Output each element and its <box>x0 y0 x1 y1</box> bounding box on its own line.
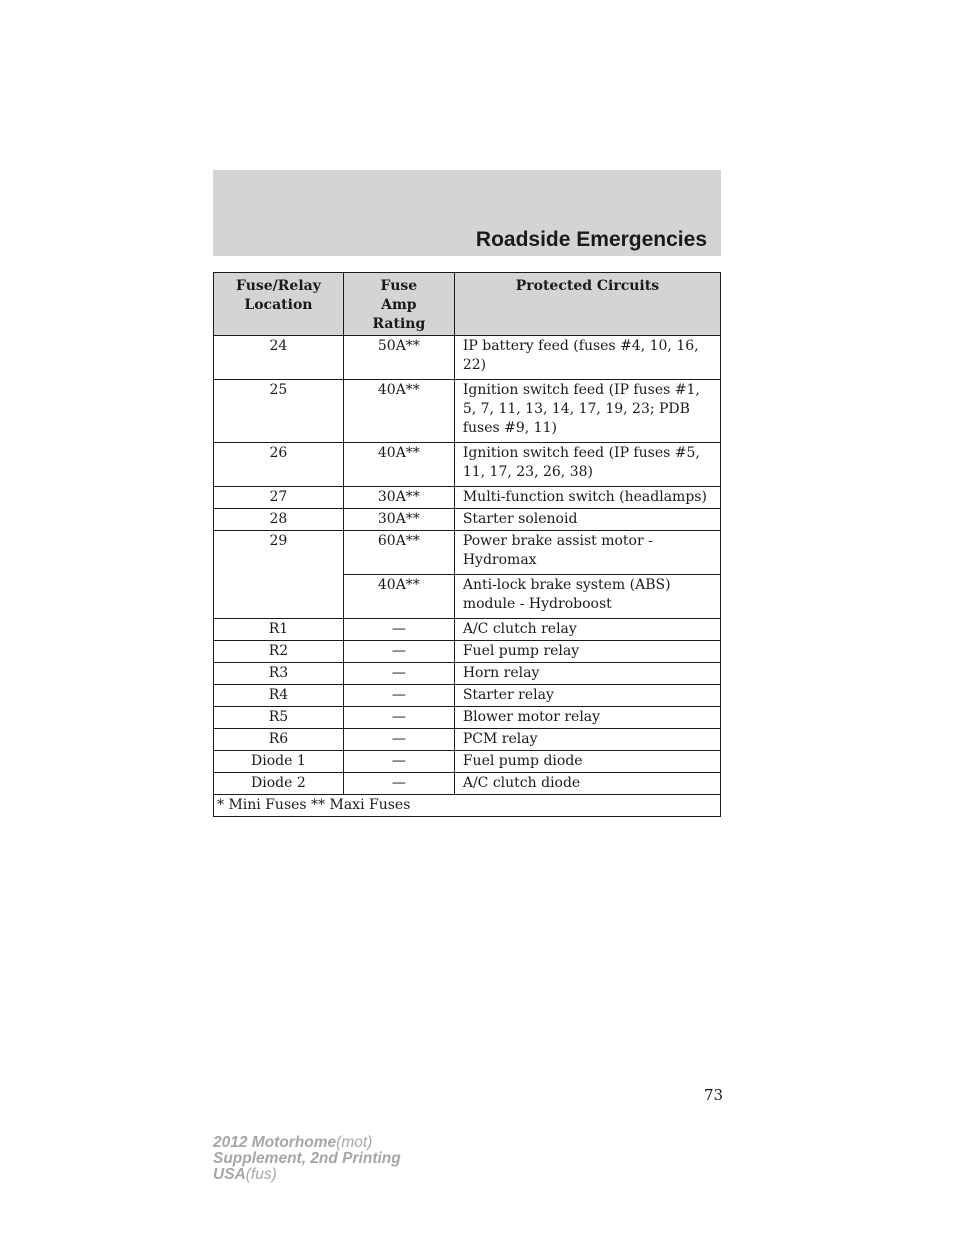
cell-circuits: A/C clutch relay <box>454 619 720 641</box>
table-row <box>214 487 721 509</box>
cell-location: 26 <box>214 443 344 487</box>
table-footnote: * Mini Fuses ** Maxi Fuses <box>214 795 721 817</box>
cell-location: R2 <box>214 641 344 663</box>
cell-circuits: Power brake assist motor - Hydromax <box>454 531 720 575</box>
cell-location: 27 <box>214 487 344 509</box>
cell-location: R6 <box>214 729 344 751</box>
cell-amp: — <box>343 751 454 773</box>
cell-circuits: PCM relay <box>454 729 720 751</box>
cell-amp: — <box>343 707 454 729</box>
cell-circuits: Fuel pump diode <box>454 751 720 773</box>
table-row <box>214 751 721 773</box>
footer-market-code: (fus) <box>245 1166 277 1183</box>
table-row <box>214 641 721 663</box>
cell-circuits: IP battery feed (fuses #4, 10, 16, 22) <box>454 336 720 380</box>
table-footnote-row <box>214 795 721 817</box>
cell-amp: 40A** <box>343 575 454 619</box>
cell-location: 29 <box>214 531 344 619</box>
footer-model: 2012 Motorhome <box>213 1134 337 1151</box>
footer-line-1 <box>213 1135 401 1151</box>
cell-location: Diode 1 <box>214 751 344 773</box>
footer-line-2: Supplement, 2nd Printing <box>213 1150 401 1167</box>
fuse-table <box>213 272 721 817</box>
cell-amp: — <box>343 663 454 685</box>
cell-circuits: Horn relay <box>454 663 720 685</box>
cell-amp: — <box>343 729 454 751</box>
table-row <box>214 729 721 751</box>
table-row <box>214 663 721 685</box>
table-row <box>214 773 721 795</box>
cell-amp: — <box>343 619 454 641</box>
cell-amp: 30A** <box>343 487 454 509</box>
cell-circuits: Ignition switch feed (IP fuses #5, 11, 17, 23, 26, 38) <box>454 443 720 487</box>
cell-amp: — <box>343 773 454 795</box>
section-header <box>213 170 721 256</box>
cell-location: R3 <box>214 663 344 685</box>
table-header-row <box>214 273 721 336</box>
table-row <box>214 509 721 531</box>
table-row <box>214 380 721 443</box>
cell-amp: 50A** <box>343 336 454 380</box>
cell-location: 25 <box>214 380 344 443</box>
table-row <box>214 531 721 575</box>
cell-amp: 40A** <box>343 380 454 443</box>
cell-circuits: Ignition switch feed (IP fuses #1, 5, 7, 11, 13, 14, 17, 19, 23; PDB fuses #9, 11) <box>454 380 720 443</box>
document-footer <box>213 1135 401 1183</box>
cell-circuits: Multi-function switch (headlamps) <box>454 487 720 509</box>
footer-market: USA <box>213 1166 246 1183</box>
table-row <box>214 685 721 707</box>
cell-location: Diode 2 <box>214 773 344 795</box>
cell-circuits: Fuel pump relay <box>454 641 720 663</box>
header-location: Fuse/Relay Location <box>214 273 344 336</box>
table-row <box>214 336 721 380</box>
cell-circuits: Anti-lock brake system (ABS) module - Hydroboost <box>454 575 720 619</box>
cell-circuits: Blower motor relay <box>454 707 720 729</box>
cell-location: 24 <box>214 336 344 380</box>
cell-location: R1 <box>214 619 344 641</box>
cell-amp: 60A** <box>343 531 454 575</box>
cell-amp: 30A** <box>343 509 454 531</box>
cell-amp: — <box>343 685 454 707</box>
table-row <box>214 619 721 641</box>
page-number: 73 <box>704 1086 724 1104</box>
table-row <box>214 443 721 487</box>
cell-circuits: Starter relay <box>454 685 720 707</box>
footer-line-3 <box>213 1167 401 1183</box>
cell-amp: 40A** <box>343 443 454 487</box>
cell-circuits: A/C clutch diode <box>454 773 720 795</box>
section-title: Roadside Emergencies <box>475 228 707 251</box>
header-amp: Fuse Amp Rating <box>343 273 454 336</box>
header-circuits: Protected Circuits <box>454 273 720 336</box>
cell-amp: — <box>343 641 454 663</box>
cell-location: R5 <box>214 707 344 729</box>
footer-model-code: (mot) <box>336 1134 373 1151</box>
cell-location: 28 <box>214 509 344 531</box>
cell-circuits: Starter solenoid <box>454 509 720 531</box>
table-row <box>214 707 721 729</box>
cell-location: R4 <box>214 685 344 707</box>
